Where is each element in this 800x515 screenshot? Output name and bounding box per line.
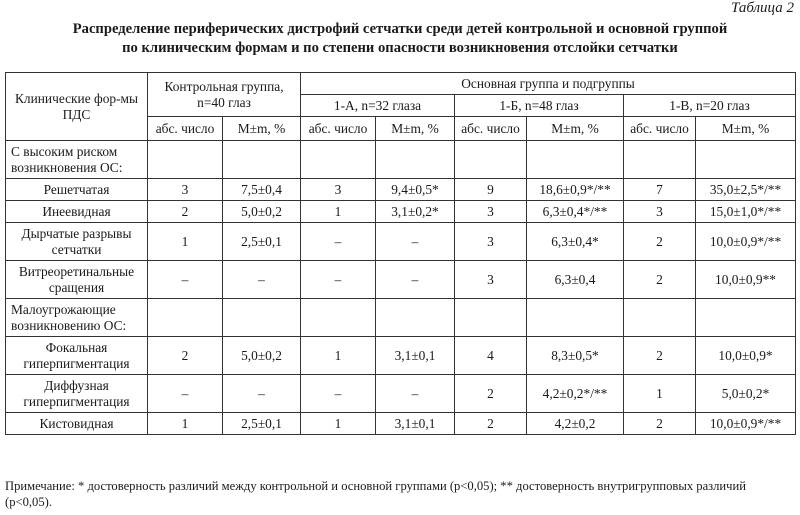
- header-forms: Клинические фор-мы ПДС: [6, 73, 148, 141]
- row-name: Диффузная гиперпигментация: [6, 375, 148, 413]
- cell: –: [301, 375, 376, 413]
- cell: 1: [301, 337, 376, 375]
- table-number: Таблица 2: [731, 0, 794, 16]
- cell: 2: [148, 201, 223, 223]
- header-abs: абс. число: [624, 117, 696, 141]
- row-name: Фокальная гиперпигментация: [6, 337, 148, 375]
- cell: 3: [455, 201, 527, 223]
- table-row: [6, 337, 796, 375]
- header-abs: абс. число: [455, 117, 527, 141]
- cell: 7: [624, 179, 696, 201]
- cell: –: [148, 375, 223, 413]
- table-row: [6, 201, 796, 223]
- cell: –: [376, 375, 455, 413]
- cell: 2,5±0,1: [223, 413, 301, 435]
- cell: 2: [624, 223, 696, 261]
- header-mm: M±m, %: [223, 117, 301, 141]
- cell: 4,2±0,2*/**: [527, 375, 624, 413]
- cell: 2: [624, 413, 696, 435]
- cell: 2: [455, 413, 527, 435]
- data-table: [5, 72, 796, 435]
- header-sub-1a: 1-А, n=32 глаза: [301, 95, 455, 117]
- cell: 1: [624, 375, 696, 413]
- group-high-risk: С высоким риском возникновения ОС:: [6, 141, 148, 179]
- cell: 10,0±0,9**: [696, 261, 796, 299]
- cell: 7,5±0,4: [223, 179, 301, 201]
- header-abs: абс. число: [148, 117, 223, 141]
- header-sub-1v: 1-В, n=20 глаз: [624, 95, 796, 117]
- table-row: [6, 413, 796, 435]
- header-abs: абс. число: [301, 117, 376, 141]
- cell: 3,1±0,1: [376, 413, 455, 435]
- cell: 6,3±0,4: [527, 261, 624, 299]
- cell: –: [376, 261, 455, 299]
- cell: 3: [301, 179, 376, 201]
- header-sub-1b: 1-Б, n=48 глаз: [455, 95, 624, 117]
- header-control-group: Контрольная группа, n=40 глаз: [148, 73, 301, 117]
- cell: –: [223, 375, 301, 413]
- cell: 10,0±0,9*/**: [696, 223, 796, 261]
- cell: 5,0±0,2: [223, 201, 301, 223]
- cell: 9,4±0,5*: [376, 179, 455, 201]
- cell: 5,0±0,2: [223, 337, 301, 375]
- cell: 1: [301, 201, 376, 223]
- cell: 1: [301, 413, 376, 435]
- row-name: Инеевидная: [6, 201, 148, 223]
- table-row: [6, 179, 796, 201]
- table-row: [6, 261, 796, 299]
- cell: 2: [624, 337, 696, 375]
- cell: 10,0±0,9*: [696, 337, 796, 375]
- row-name: Витреоретинальные сращения: [6, 261, 148, 299]
- cell: 6,3±0,4*: [527, 223, 624, 261]
- header-mm: M±m, %: [527, 117, 624, 141]
- row-name: Кистовидная: [6, 413, 148, 435]
- cell: 18,6±0,9*/**: [527, 179, 624, 201]
- header-mm: M±m, %: [696, 117, 796, 141]
- row-name: Дырчатые разрывы сетчатки: [6, 223, 148, 261]
- cell: 4: [455, 337, 527, 375]
- cell: 2: [148, 337, 223, 375]
- cell: 3: [624, 201, 696, 223]
- cell: 1: [148, 413, 223, 435]
- cell: –: [148, 261, 223, 299]
- header-main-group: Основная группа и подгруппы: [301, 73, 796, 95]
- table-row: [6, 375, 796, 413]
- cell: 5,0±0,2*: [696, 375, 796, 413]
- row-name: Решетчатая: [6, 179, 148, 201]
- table-note: Примечание: * достоверность различий между контрольной и основной группами (p<0,05); ** достоверность внутригрупповых различий (p<0,05).: [5, 479, 746, 509]
- cell: 6,3±0,4*/**: [527, 201, 624, 223]
- cell: –: [301, 261, 376, 299]
- cell: 3: [148, 179, 223, 201]
- cell: 15,0±1,0*/**: [696, 201, 796, 223]
- cell: 4,2±0,2: [527, 413, 624, 435]
- group-low-risk: Малоугрожающие возникновению ОС:: [6, 299, 148, 337]
- cell: 3: [455, 223, 527, 261]
- cell: 3: [455, 261, 527, 299]
- cell: 3,1±0,1: [376, 337, 455, 375]
- cell: 8,3±0,5*: [527, 337, 624, 375]
- cell: 2: [455, 375, 527, 413]
- cell: 2,5±0,1: [223, 223, 301, 261]
- header-mm: M±m, %: [376, 117, 455, 141]
- title-line-1: Распределение периферических дистрофий сетчатки среди детей контрольной и основной группой: [72, 21, 728, 37]
- cell: 2: [624, 261, 696, 299]
- cell: 9: [455, 179, 527, 201]
- cell: –: [223, 261, 301, 299]
- cell: –: [301, 223, 376, 261]
- title-line-2: по клиническим формам и по степени опасности возникновения отслойки сетчатки: [122, 40, 678, 56]
- cell: 1: [148, 223, 223, 261]
- cell: 35,0±2,5*/**: [696, 179, 796, 201]
- table-row: [6, 223, 796, 261]
- table-title: [0, 20, 800, 58]
- cell: 3,1±0,2*: [376, 201, 455, 223]
- cell: –: [376, 223, 455, 261]
- cell: 10,0±0,9*/**: [696, 413, 796, 435]
